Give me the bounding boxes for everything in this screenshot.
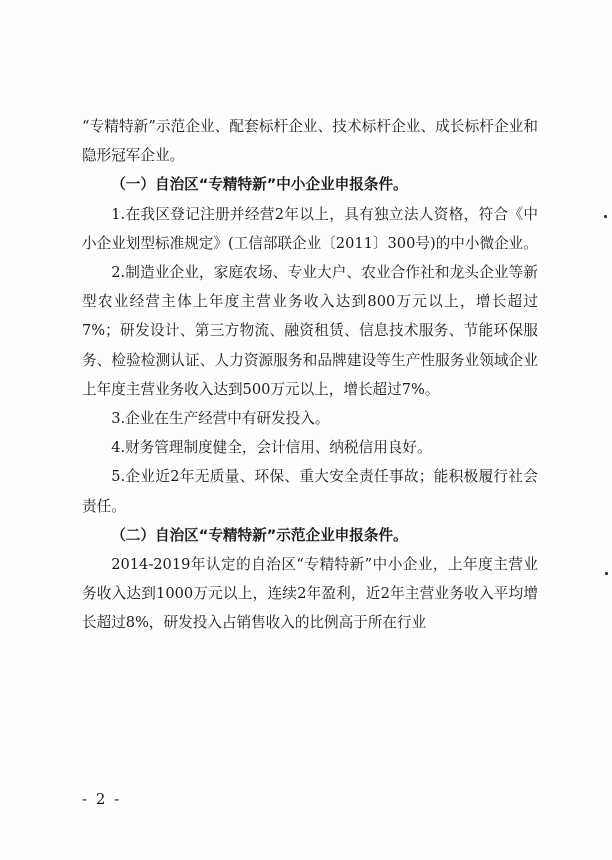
- condition-item-1: 1.在我区登记注册并经营2年以上，具有独立法人资格，符合《中小企业划型标准规定》(工信部联企业〔2011〕300号)的中小微企业。: [82, 205, 538, 252]
- condition-item-5: 5.企业近2年无质量、环保、重大安全责任事故；能积极履行社会责任。: [82, 468, 538, 515]
- demonstration-conditions: 2014-2019年认定的自治区“专精特新”中小企业，上年度主营业务收入达到1000万元以上，连续2年盈利，近2年主营业务收入平均增长超过8%，研发投入占销售收入的比例高于所在行业: [82, 556, 538, 632]
- paragraph-continuation: “专精特新”示范企业、配套标杆企业、技术标杆企业、成长标杆企业和隐形冠军企业。: [82, 118, 538, 165]
- scan-mark: [605, 572, 608, 575]
- condition-item-2: 2.制造业企业，家庭农场、专业大户、农业合作社和龙头企业等新型农业经营主体上年度主营业务收入达到800万元以上，增长超过7%；研发设计、第三方物流、融资租赁、信息技术服务、节能环保服务、检验检测认证、人力资源服务和品牌建设等生产性服务业领域企业上年度主营业务收入达到500万元以上，增长超过7%。: [82, 264, 538, 398]
- section-heading-2: （二）自治区“专精特新”示范企业申报条件。: [111, 526, 408, 544]
- condition-item-4: 4.财务管理制度健全，会计信用、纳税信用良好。: [111, 439, 432, 457]
- document-body: [82, 112, 538, 638]
- scan-mark: [604, 215, 607, 218]
- section-heading-1: （一）自治区“专精特新”中小企业申报条件。: [111, 176, 408, 194]
- page-number: - 2 -: [82, 790, 122, 808]
- condition-item-3: 3.企业在生产经营中有研发投入。: [111, 410, 330, 428]
